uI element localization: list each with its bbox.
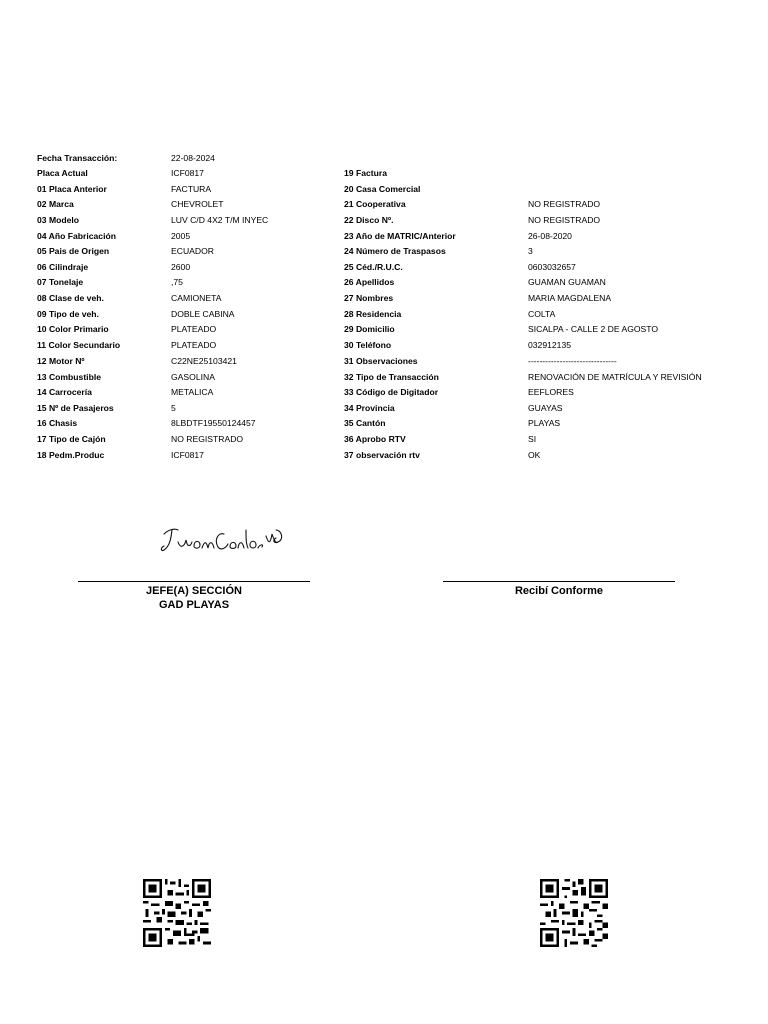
qr-code-right xyxy=(539,879,609,947)
transaction-date-label: Fecha Transacción: xyxy=(37,153,118,163)
field-label: 02 Marca xyxy=(37,199,74,209)
field-value: ------------------------------- xyxy=(528,356,617,366)
field-value: MARIA MAGDALENA xyxy=(528,293,612,303)
field-value: NO REGISTRADO xyxy=(528,215,601,225)
field-value: PLATEADO xyxy=(171,324,217,334)
field-label: 26 Apellidos xyxy=(344,277,395,287)
field-label: 04 Año Fabricación xyxy=(37,231,116,241)
field-value: ECUADOR xyxy=(171,246,214,256)
field-label: 10 Color Primario xyxy=(37,324,109,334)
field-value: 8LBDTF19550124457 xyxy=(171,418,256,428)
handwritten-signature xyxy=(158,490,288,570)
field-label: 11 Color Secundario xyxy=(37,340,121,350)
signature-line-left xyxy=(78,581,310,582)
field-label: 31 Observaciones xyxy=(344,356,418,366)
field-value: C22NE25103421 xyxy=(171,356,237,366)
field-label: 19 Factura xyxy=(344,168,387,178)
field-label: 13 Combustible xyxy=(37,372,101,382)
field-value: PLAYAS xyxy=(528,418,561,428)
field-label: 09 Tipo de veh. xyxy=(37,309,99,319)
field-label: 05 Pais de Origen xyxy=(37,246,110,256)
field-label: 28 Residencia xyxy=(344,309,402,319)
field-value: SI xyxy=(528,434,537,444)
field-value: RENOVACIÓN DE MATRÍCULA Y REVISIÓN xyxy=(528,372,702,382)
transaction-date-value: 22-08-2024 xyxy=(171,153,215,163)
field-value: GASOLINA xyxy=(171,372,215,382)
field-value: METALICA xyxy=(171,387,214,397)
field-value: 26-08-2020 xyxy=(528,231,572,241)
field-value: OK xyxy=(528,450,541,460)
field-value: CHEVROLET xyxy=(171,199,224,209)
field-label: 14 Carrocería xyxy=(37,387,92,397)
field-label: 12 Motor Nº xyxy=(37,356,85,366)
field-value: 0603032657 xyxy=(528,262,576,272)
field-value: COLTA xyxy=(528,309,556,319)
field-value: 2005 xyxy=(171,231,191,241)
field-value: LUV C/D 4X2 T/M INYEC xyxy=(171,215,269,225)
field-label: 18 Pedm.Produc xyxy=(37,450,105,460)
field-value: PLATEADO xyxy=(171,340,217,350)
field-label: 33 Código de Digitador xyxy=(344,387,439,397)
field-label: 23 Año de MATRIC/Anterior xyxy=(344,231,456,241)
field-label: 22 Disco Nº. xyxy=(344,215,394,225)
field-value: NO REGISTRADO xyxy=(171,434,244,444)
signature-line-right xyxy=(443,581,675,582)
field-value: 2600 xyxy=(171,262,191,272)
receiver-label: Recibí Conforme xyxy=(514,585,603,597)
field-label: 37 observación rtv xyxy=(344,450,420,460)
field-value: NO REGISTRADO xyxy=(528,199,601,209)
field-label: 36 Aprobo RTV xyxy=(344,434,406,444)
signature-block-left xyxy=(78,584,310,612)
signer-title: JEFE(A) SECCIÓN xyxy=(146,585,242,597)
qr-code-left xyxy=(142,879,212,947)
field-value: DOBLE CABINA xyxy=(171,309,235,319)
signature-block-right xyxy=(443,584,675,598)
field-label: 17 Tipo de Cajón xyxy=(37,434,106,444)
field-value: 3 xyxy=(528,246,533,256)
field-value: SICALPA - CALLE 2 DE AGOSTO xyxy=(528,324,659,334)
field-label: 24 Número de Traspasos xyxy=(344,246,446,256)
field-value: 5 xyxy=(171,403,176,413)
field-value: ICF0817 xyxy=(171,450,204,460)
signer-office: GAD PLAYAS xyxy=(158,599,230,611)
field-label: 29 Domicilio xyxy=(344,324,395,334)
field-label: 35 Cantón xyxy=(344,418,386,428)
field-label: 15 Nº de Pasajeros xyxy=(37,403,114,413)
field-label: 03 Modelo xyxy=(37,215,80,225)
field-value: 032912135 xyxy=(528,340,572,350)
field-value: GUAMAN GUAMAN xyxy=(528,277,606,287)
field-label: 20 Casa Comercial xyxy=(344,184,421,194)
field-label: 16 Chasis xyxy=(37,418,78,428)
field-label: 07 Tonelaje xyxy=(37,277,84,287)
field-label: 25 Céd./R.U.C. xyxy=(344,262,403,272)
field-label: 21 Cooperativa xyxy=(344,199,406,209)
field-label: 34 Provincia xyxy=(344,403,395,413)
field-label: 01 Placa Anterior xyxy=(37,184,107,194)
field-value: GUAYAS xyxy=(528,403,563,413)
field-label: 27 Nombres xyxy=(344,293,394,303)
field-value: CAMIONETA xyxy=(171,293,222,303)
field-value: ,75 xyxy=(171,277,183,287)
field-label: 06 Cilindraje xyxy=(37,262,89,272)
field-value: ICF0817 xyxy=(171,168,204,178)
field-label: 08 Clase de veh. xyxy=(37,293,104,303)
field-value: EEFLORES xyxy=(528,387,574,397)
field-label: Placa Actual xyxy=(37,168,88,178)
field-label: 32 Tipo de Transacción xyxy=(344,372,439,382)
field-label: 30 Teléfono xyxy=(344,340,392,350)
field-value: FACTURA xyxy=(171,184,212,194)
